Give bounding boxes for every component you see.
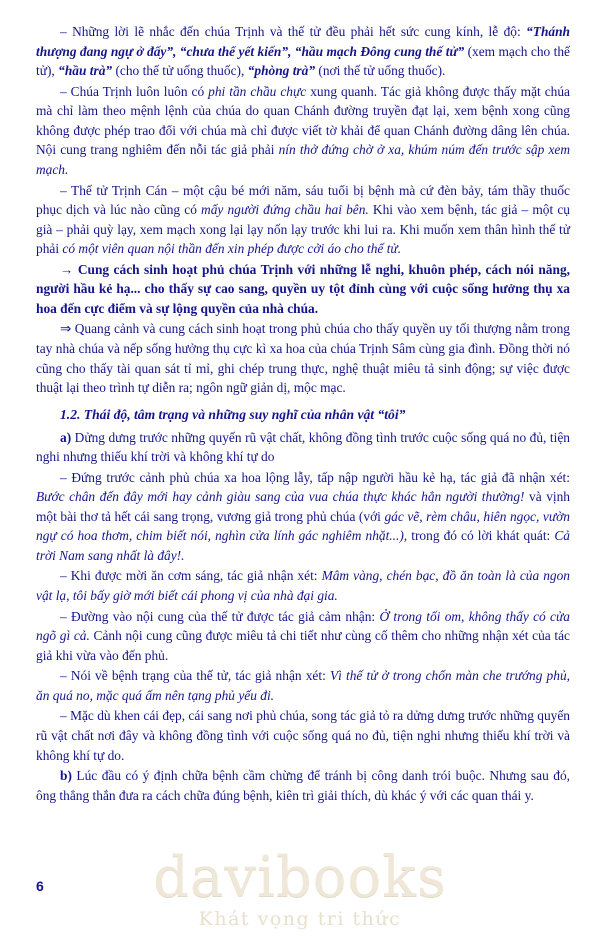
paragraph [36, 607, 570, 666]
text-run-emphasis: Cả trời Nam sang nhất là đây!. [36, 528, 570, 563]
text-run: – Chúa Trịnh luôn luôn có [60, 83, 209, 99]
text-run: xung quanh. Tác giả không được thấy mặt chúa mà chỉ làm theo mệnh lệnh của chúa do quan Chánh đường truyền đạt lại, xem bệnh xong cũng không được phép trao đổi với chúa mà chỉ được viết tờ khải để quan Chánh đường dâng lên chúa. Nội cung trang nghiêm đến nỗi tác giả phải [36, 83, 570, 158]
text-run-emphasis: gác vẽ, rèm châu, hiên ngọc, vườn ngự có hoa thơm, chim biết nói, nghìn cửa lính gác nghiêm nhặt...), [36, 508, 570, 544]
section-heading: 1.2. Thái độ, tâm trạng và những suy nghĩ của nhân vật “tôi” [60, 406, 406, 422]
text-run: Khi vào xem bệnh, tác giả – một cụ già – phải quỳ lạy, xem mạch xong lại lạy nốn lạy trước khi lui ra. Khi muốn xem thân hình thế tử phải [36, 202, 570, 257]
paragraph-item-a [36, 428, 570, 467]
paragraph-conclusion [36, 260, 570, 319]
text-run: Dửng dưng trước những quyến rũ vật chất, không đồng tình trước cuộc sống quá no đủ, tiện nghi nhưng thiếu khí trời và không khí tự do [36, 429, 570, 465]
list-marker: b) [60, 768, 72, 784]
text-run: – Đường vào nội cung của thế tử được tác giả cảm nhận: [60, 608, 380, 624]
paragraph [36, 82, 570, 180]
text-run: – Mặc dù khen cái đẹp, cái sang nơi phủ chúa, song tác giả tỏ ra dửng dưng trước những quyến rũ vật chất nơi đây và không đồng tình với cuộc sống quá no đủ, tiện nghi nhưng thiếu khí trời và không khí tự do. [36, 708, 570, 763]
paragraph-item-b [36, 766, 570, 805]
text-run: – Những lời lẽ nhắc đến chúa Trịnh và thế tử đều phải hết sức cung kính, lễ độ: [60, 24, 527, 39]
text-run: trong đó có lời khát quát: [407, 528, 555, 544]
text-run: Cảnh nội cung cũng được miêu tả chi tiết như cùng cố thêm cho những nhận xét của tác giả khi vừa vào đến phủ. [36, 628, 570, 663]
page-number: 6 [36, 878, 44, 894]
text-run: ⇒ Quang cảnh và cung cách sinh hoạt trong phủ chúa cho thấy quyền uy tối thượng nằm trong tay nhà chúa và nếp sống hưởng thụ cực kì xa hoa của chúa Trịnh Sâm cùng gia đình. Đồng thời nó cũng cho thấy tài quan sát tỉ mỉ, ghi chép trung thực, nghệ thuật miêu tả sinh động; sự việc được thuật lại theo trình tự diễn ra; ngôn ngữ giản dị, mộc mạc. [36, 321, 570, 396]
text-run-emphasis: mấy người đứng chầu hai bên. [201, 202, 369, 218]
text-run-emphasis: Mâm vàng, chén bạc, đồ ăn toàn là của ngon vật lạ, tôi bấy giờ mới biết cái phong vị của nhà đại gia. [36, 568, 570, 604]
text-run: – Khi được mời ăn cơm sáng, tác giả nhận xét: [60, 568, 322, 584]
paragraph [36, 666, 570, 705]
text-run-emphasis: phi tần chầu chực [208, 83, 307, 99]
paragraph [36, 566, 570, 605]
text-run-emphasis: “Thánh thượng đang ngự ở đấy”, “chưa thể yết kiến”, “hầu mạch Đông cung thế tử” [36, 24, 570, 59]
paragraph [36, 181, 570, 259]
text-run-emphasis: Bước chân đến đây mới hay cảnh giàu sang của vua chúa thực khác hẳn người thường! [36, 489, 525, 505]
text-run: (nơi thế tử uống thuốc). [315, 63, 446, 79]
text-run: Lúc đầu có ý định chữa bệnh cầm chừng để tránh bị công danh trói buộc. Nhưng sau đó, ông thẳng thắn đưa ra cách chữa đúng bệnh, kiên trì giải thích, dù khác ý với các quan thái y. [36, 768, 570, 803]
document-body [36, 22, 570, 805]
text-run: (xem mạch cho thế tử), [36, 43, 570, 79]
text-run: – Thế tử Trịnh Cán – một cậu bé mới năm, sáu tuổi bị bệnh mà cứ đèn bảy, tám thầy thuốc phục dịch và lúc nào cũng có [36, 182, 570, 218]
text-run-emphasis: nín thở đứng chờ ở xa, khúm núm đến trước sập xem mạch. [36, 142, 571, 177]
watermark-logo: davibooks [153, 845, 447, 910]
paragraph [36, 468, 570, 566]
watermark-tagline: Khát vọng tri thức [198, 908, 402, 930]
list-marker: a) [60, 429, 72, 445]
text-run-emphasis: “phòng trà” [247, 63, 316, 79]
text-run-emphasis: “hầu trà” [58, 63, 113, 79]
text-run: – Nói về bệnh trạng của thế tử, tác giả nhận xét: [60, 668, 330, 684]
paragraph [36, 22, 570, 81]
text-run: (cho thế tử uống thuốc), [112, 63, 248, 79]
text-run: và vịnh một bài thơ tả hết cái sang trọng, vương giả trong phủ chúa (với [36, 489, 571, 524]
text-run-bold: → Cung cách sinh hoạt phủ chúa Trịnh với những lễ nghi, khuôn phép, cách nói năng, người hầu kẻ hạ... cho thấy sự cao sang, quyền uy tột đỉnh cùng với cuộc sống hưởng thụ xa hoa đến cực điểm và sự lộng quyền của nhà chúa. [36, 261, 570, 316]
paragraph [36, 706, 570, 765]
paragraph-summary [36, 319, 570, 397]
text-run-emphasis: Ở trong tối om, không thấy có cửa ngõ gì cả. [36, 608, 570, 644]
text-run-emphasis: Vì thế tử ở trong chốn màn che trướng phủ, ăn quá no, mặc quá ấm nên tạng phủ yếu đi. [36, 668, 570, 703]
text-run-emphasis: có một viên quan nội thần đến xin phép được cởi áo cho thế tử. [62, 241, 402, 257]
text-run: – Đứng trước cảnh phủ chúa xa hoa lộng lẫy, tấp nập người hầu kẻ hạ, tác giả đã nhận xét: [60, 469, 570, 485]
